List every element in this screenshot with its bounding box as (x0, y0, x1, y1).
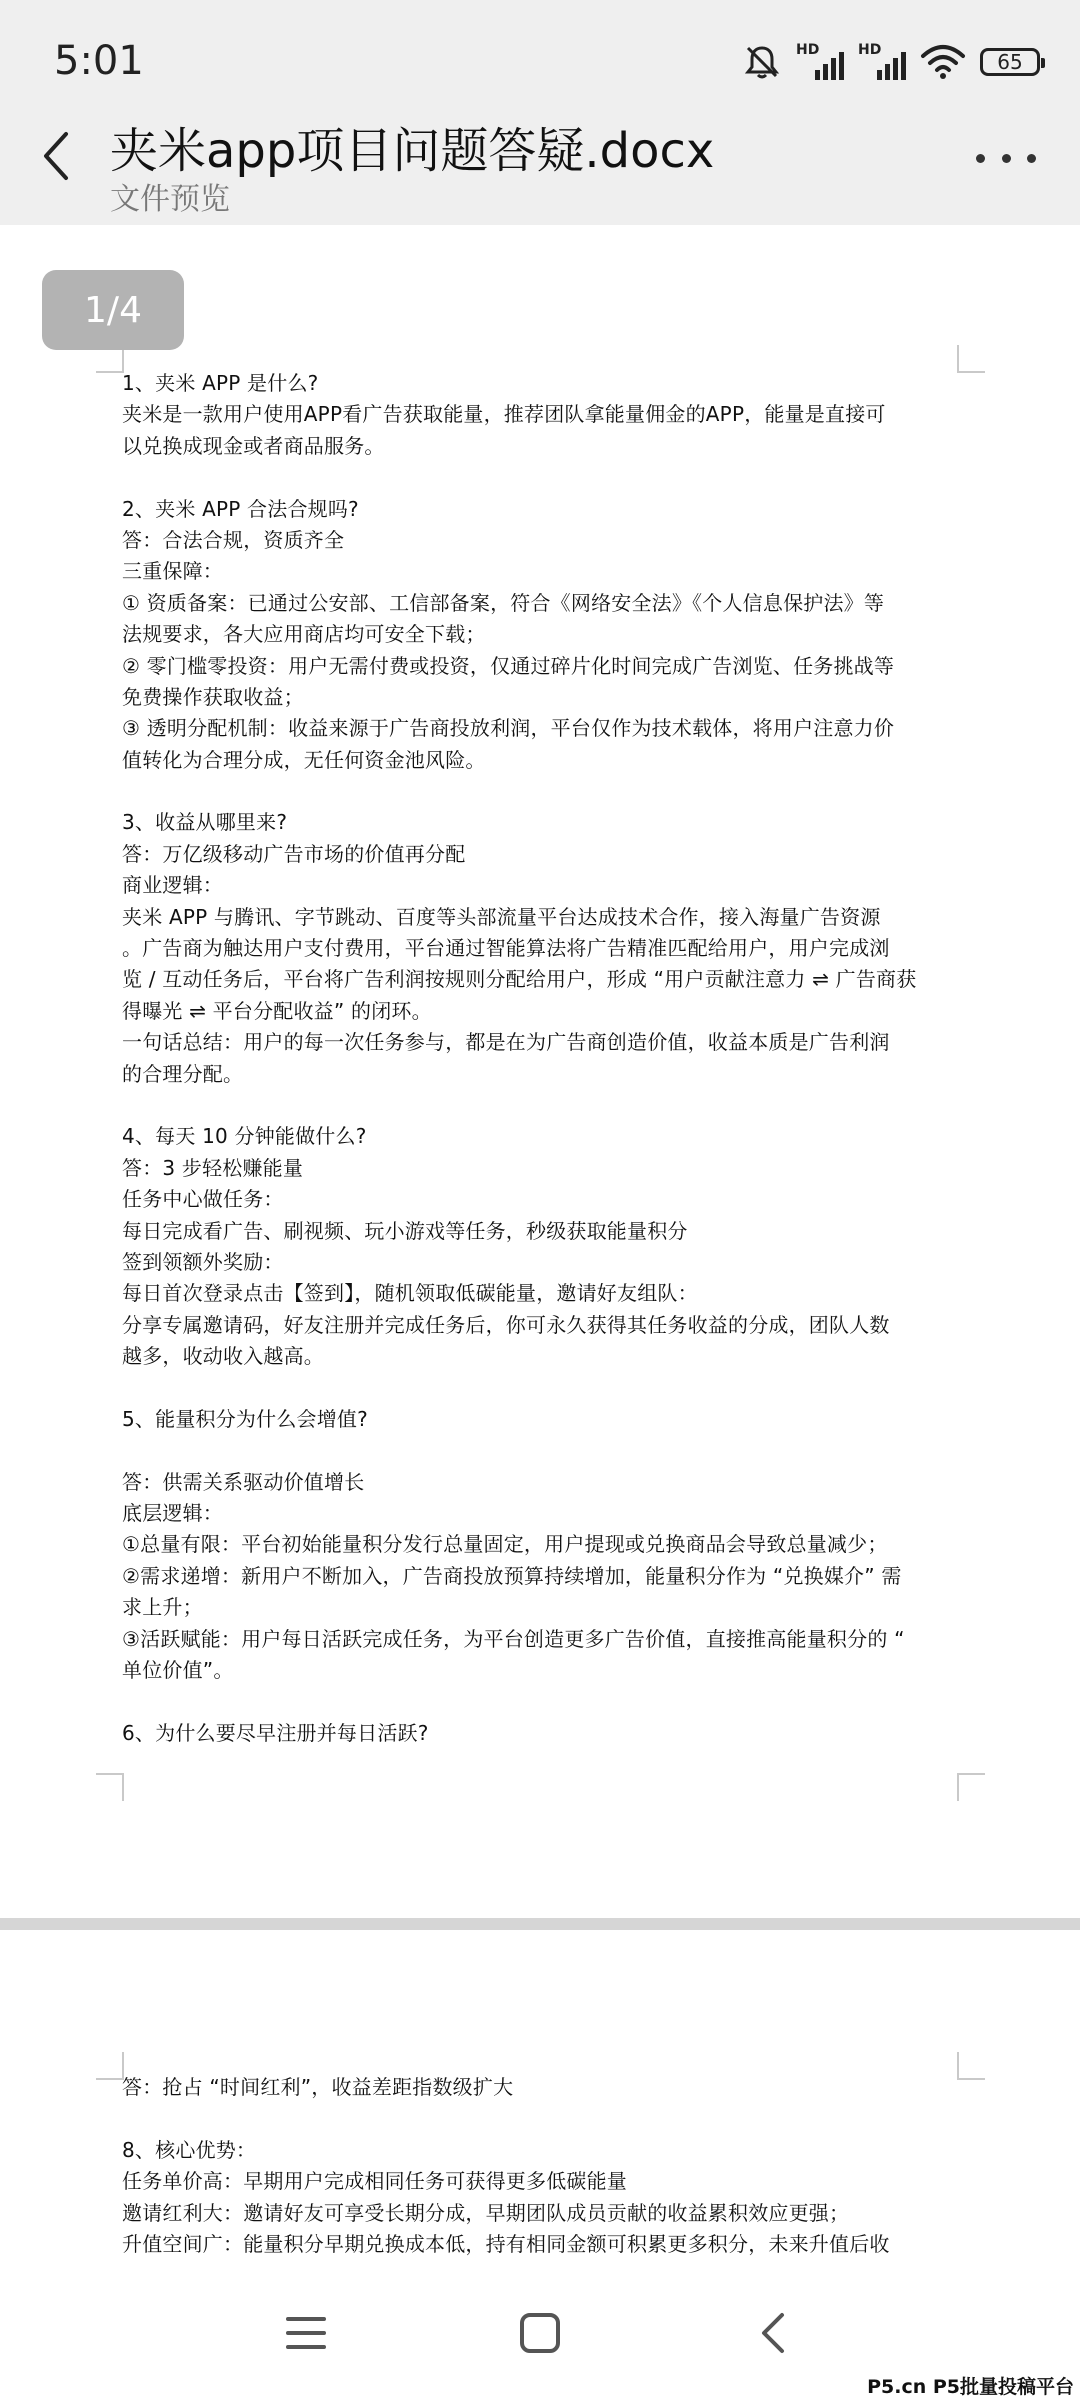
document-line: 1、夹米 APP 是什么? (122, 371, 319, 395)
wifi-icon (920, 44, 966, 80)
document-line: 求上升； (122, 1595, 203, 1620)
battery-level: 65 (997, 50, 1023, 74)
document-line: 4、每天 10 分钟能做什么? (122, 1124, 367, 1149)
document-line: 免费操作获取收益； (122, 684, 304, 709)
more-vert-icon (976, 154, 985, 163)
blank-line (122, 1686, 967, 1717)
document-line: 商业逻辑： (122, 873, 223, 898)
document-line: 的合理分配。 (122, 1061, 244, 1086)
document-line: 值转化为合理分成，无任何资金池风险。 (122, 747, 486, 772)
nav-home-button[interactable] (505, 2298, 575, 2368)
document-line: 底层逻辑： (122, 1501, 223, 1526)
document-line: 6、为什么要尽早注册并每日活跃? (122, 1720, 429, 1745)
document-line: 2、夹米 APP 合法合规吗? (122, 496, 359, 521)
nav-menu-button[interactable] (271, 2298, 341, 2368)
signal-hd-label-2: HD (858, 42, 882, 58)
document-line: ②需求递增：新用户不断加入，广告商投放预算持续增加，能量积分作为 “兑换媒介” 需 (122, 1563, 902, 1588)
document-title: 夹米app项目问题答疑.docx (110, 123, 715, 179)
document-line: ①总量有限：平台初始能量积分发行总量固定，用户提现或兑换商品会导致总量减少； (122, 1532, 888, 1557)
document-page-1 (0, 225, 1080, 1918)
home-square-icon (518, 2311, 562, 2355)
blank-line (122, 462, 967, 493)
document-line: 览 / 互动任务后，平台将广告利润按规则分配给用户，形成 “用户贡献注意力 ⇌ 广告商获 (122, 967, 917, 992)
document-line: 得曝光 ⇌ 平台分配收益” 的闭环。 (122, 998, 432, 1023)
page-indicator: 1/4 (42, 270, 184, 350)
document-line: ① 资质备案：已通过公安部、工信部备案，符合《网络安全法》《个人信息保护法》等 (122, 590, 885, 615)
document-line: 答：万亿级移动广告市场的价值再分配 (122, 841, 466, 866)
document-line: 夹米是一款用户使用APP看广告获取能量，推荐团队拿能量佣金的APP，能量是直接可 (122, 402, 886, 427)
blank-line (122, 776, 967, 807)
document-line: 任务单价高：早期用户完成相同任务可获得更多低碳能量 (122, 2169, 627, 2194)
back-triangle-icon (756, 2309, 790, 2357)
nav-back-button[interactable] (738, 2298, 808, 2368)
document-line: 单位价值”。 (122, 1658, 234, 1683)
document-line: 任务中心做任务： (122, 1187, 284, 1212)
document-line: ③活跃赋能：用户每日活跃完成任务，为平台创造更多广告价值，直接推高能量积分的 “ (122, 1626, 905, 1651)
document-line: 邀请红利大：邀请好友可享受长期分成，早期团队成员贡献的收益累积效应更强； (122, 2200, 850, 2225)
document-line: 答：合法合规，资质齐全 (122, 527, 345, 552)
document-line: 夹米 APP 与腾讯、字节跳动、百度等头部流量平台达成技术合作，接入海量广告资源 (122, 904, 881, 929)
document-line: 越多，收动收入越高。 (122, 1344, 324, 1369)
back-button[interactable] (28, 128, 84, 184)
document-line: 5、能量积分为什么会增值? (122, 1406, 368, 1431)
document-line: 一句话总结：用户的每一次任务参与，都是在为广告商创造价值，收益本质是广告利润 (122, 1030, 890, 1055)
document-line: 答：供需关系驱动价值增长 (122, 1469, 365, 1494)
blank-line (122, 1090, 967, 1121)
status-time: 5:01 (54, 38, 144, 84)
document-line: 法规要求，各大应用商店均可安全下载； (122, 622, 486, 647)
signal-icon-2 (858, 42, 906, 82)
document-line: 分享专属邀请码，好友注册并完成任务后，你可永久获得其任务收益的分成，团队人数 (122, 1312, 890, 1337)
status-icons (742, 40, 1040, 84)
blank-line (122, 1373, 967, 1404)
more-options-button[interactable] (976, 138, 1036, 178)
document-line: 以兑换成现金或者商品服务。 (122, 433, 385, 458)
page-separator (0, 1918, 1080, 1930)
signal-hd-label: HD (796, 42, 820, 58)
document-line: 每日完成看广告、刷视频、玩小游戏等任务，秒级获取能量积分 (122, 1218, 688, 1243)
blank-line (122, 2103, 967, 2134)
document-line: 3、收益从哪里来? (122, 810, 288, 835)
document-line: 升值空间广：能量积分早期兑换成本低，持有相同金额可积累更多积分，未来升值后收 (122, 2231, 890, 2256)
document-line: 签到领额外奖励： (122, 1249, 284, 1274)
page-2-text (122, 2072, 967, 2260)
blank-line (122, 1435, 967, 1466)
document-line: ② 零门槛零投资：用户无需付费或投资，仅通过碎片化时间完成广告浏览、任务挑战等 (122, 653, 895, 678)
menu-icon (284, 2313, 328, 2353)
document-line: ③ 透明分配机制：收益来源于广告商投放利润，平台仅作为技术载体，将用户注意力价 (122, 716, 895, 741)
signal-icon (796, 42, 844, 82)
bell-off-icon (742, 42, 782, 82)
page-1-text (122, 368, 967, 1749)
document-subtitle: 文件预览 (110, 182, 230, 217)
document-line: 8、核心优势： (122, 2137, 257, 2162)
document-line: 每日首次登录点击【签到】，随机领取低碳能量，邀请好友组队： (122, 1281, 698, 1306)
document-line: 答：3 步轻松赚能量 (122, 1155, 304, 1180)
battery-icon (980, 48, 1040, 76)
document-line: 三重保障： (122, 559, 223, 584)
document-page-2 (0, 1930, 1080, 2270)
watermark-text: P5.cn P5批量投稿平台 (867, 2376, 1074, 2398)
chevron-left-icon (38, 128, 74, 184)
document-line: 。广告商为触达用户支付费用，平台通过智能算法将广告精准匹配给用户，用户完成浏 (122, 936, 890, 961)
document-line: 答：抢占 “时间红利”，收益差距指数级扩大 (122, 2075, 514, 2099)
top-bar (0, 0, 1080, 225)
